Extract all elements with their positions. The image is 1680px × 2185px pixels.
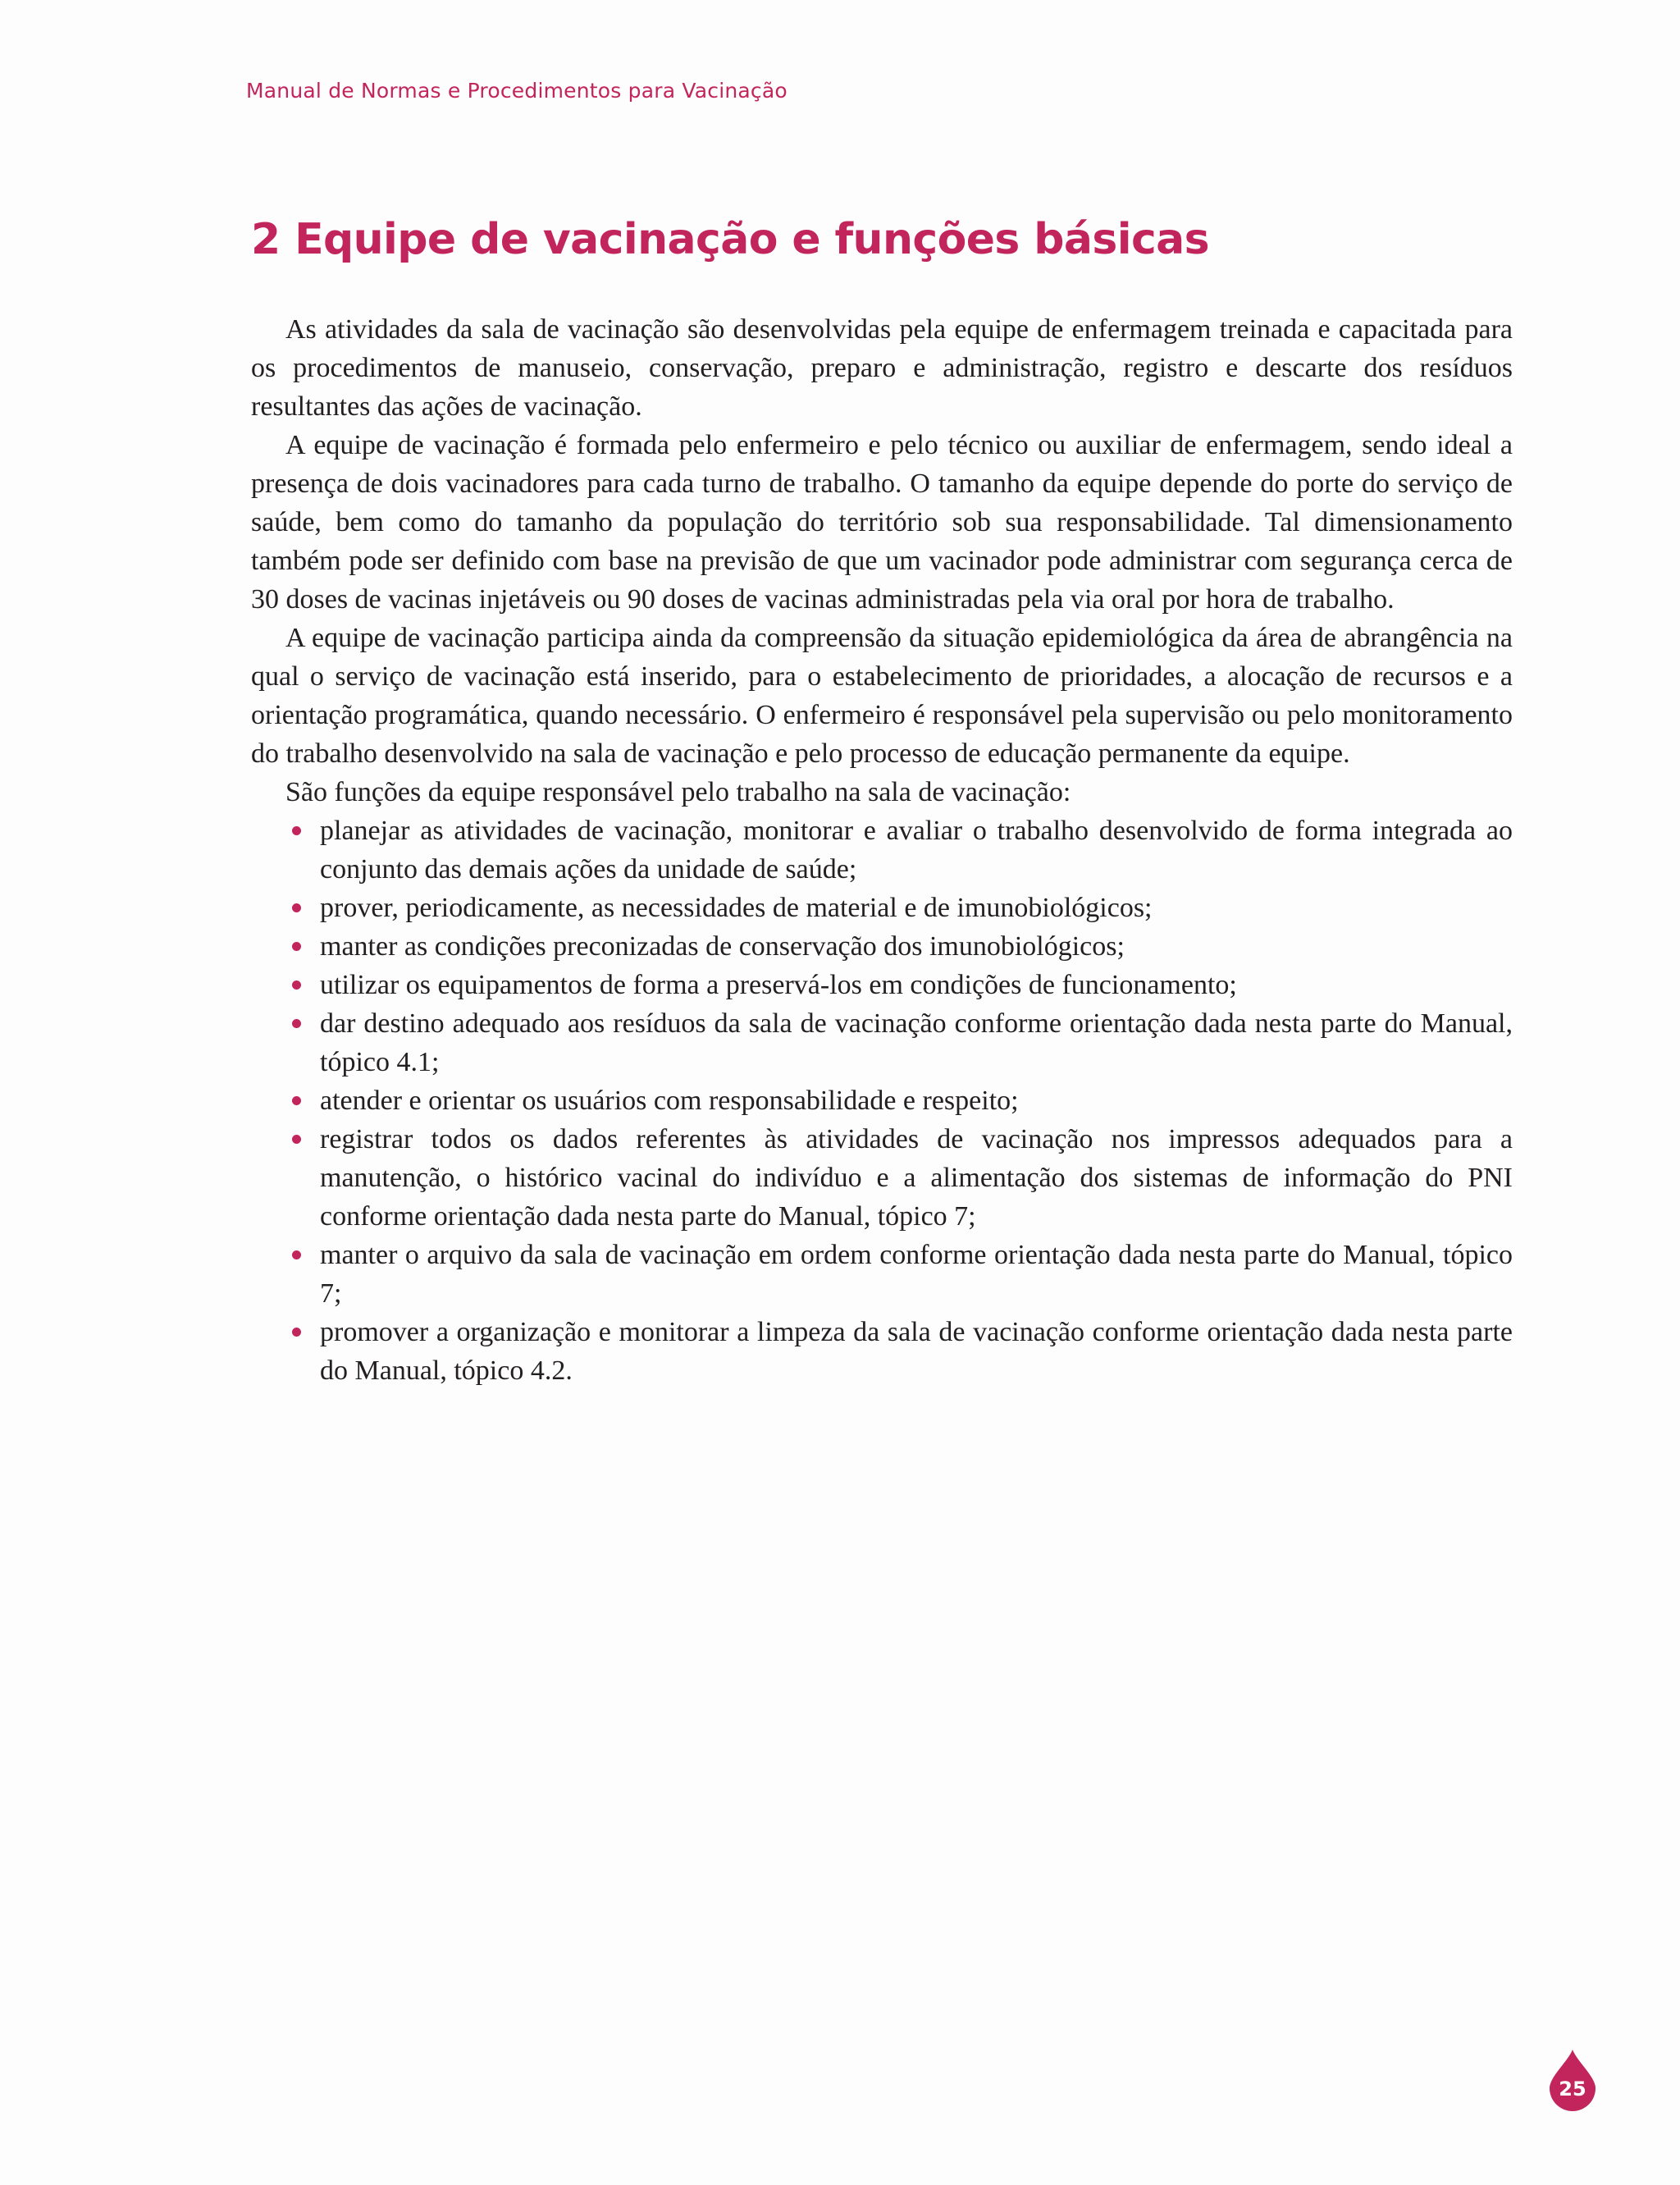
bullet-icon bbox=[292, 1135, 301, 1144]
list-item bbox=[251, 811, 1513, 889]
list-item-text: manter as condições preconizadas de conservação dos imunobiológicos; bbox=[320, 931, 1125, 962]
bullet-icon bbox=[292, 1328, 301, 1337]
list-item bbox=[251, 1236, 1513, 1313]
list-item-text: manter o arquivo da sala de vacinação em ordem conforme orientação dada nesta parte do Manual, tópico 7; bbox=[320, 1240, 1513, 1309]
paragraph: A equipe de vacinação é formada pelo enfermeiro e pelo técnico ou auxiliar de enfermagem, sendo ideal a presença de dois vacinadores para cada turno de trabalho. O tamanho da equipe depende do porte do serviço de saúde, bem como do tamanho da população do território sob sua responsabilidade. Tal dimensionamento também pode ser definido com base na previsão de que um vacinador pode administrar com segurança cerca de 30 doses de vacinas injetáveis ou 90 doses de vacinas administradas pela via oral por hora de trabalho. bbox=[251, 430, 1513, 615]
paragraph: A equipe de vacinação participa ainda da compreensão da situação epidemiológica da área de abrangência na qual o serviço de vacinação está inserido, para o estabelecimento de prioridades, a alocação de recursos e a orientação programática, quando necessário. O enfermeiro é responsável pela supervisão ou pelo monitoramento do trabalho desenvolvido na sala de vacinação e pelo processo de educação permanente da equipe. bbox=[251, 623, 1513, 769]
list-item bbox=[251, 1081, 1513, 1120]
list-item-text: registrar todos os dados referentes às atividades de vacinação nos impressos adequados para a manutenção, o histórico vacinal do indivíduo e a alimentação dos sistemas de informação do PNI conforme orientação dada nesta parte do Manual, tópico 7; bbox=[320, 1124, 1513, 1232]
paragraph: São funções da equipe responsável pelo trabalho na sala de vacinação: bbox=[285, 777, 1071, 807]
list-item bbox=[251, 1004, 1513, 1081]
chapter-title: 2 Equipe de vacinação e funções básicas bbox=[251, 215, 1210, 264]
list-item bbox=[251, 927, 1513, 966]
bullet-icon bbox=[292, 981, 301, 990]
paragraph: As atividades da sala de vacinação são desenvolvidas pela equipe de enfermagem treinada e capacitada para os procedimentos de manuseio, conservação, preparo e administração, registro e descarte dos resíduos resultantes das ações de vacinação. bbox=[251, 314, 1513, 422]
list-item bbox=[251, 966, 1513, 1004]
bullet-icon bbox=[292, 1019, 301, 1028]
list-item-text: promover a organização e monitorar a limpeza da sala de vacinação conforme orientação dada nesta parte do Manual, tópico 4.2. bbox=[320, 1317, 1513, 1386]
list-item-text: atender e orientar os usuários com responsabilidade e respeito; bbox=[320, 1086, 1019, 1116]
bullet-icon bbox=[292, 1250, 301, 1259]
list-item-text: dar destino adequado aos resíduos da sala de vacinação conforme orientação dada nesta parte do Manual, tópico 4.1; bbox=[320, 1008, 1513, 1077]
bullet-icon bbox=[292, 903, 301, 912]
bullet-icon bbox=[292, 1096, 301, 1105]
list-item-text: utilizar os equipamentos de forma a preservá-los em condições de funcionamento; bbox=[320, 970, 1237, 1000]
list-item-text: planejar as atividades de vacinação, monitorar e avaliar o trabalho desenvolvido de forma integrada ao conjunto das demais ações da unidade de saúde; bbox=[320, 816, 1513, 885]
bullet-icon bbox=[292, 942, 301, 951]
list-item-text: prover, periodicamente, as necessidades de material e de imunobiológicos; bbox=[320, 893, 1153, 923]
page-number: 25 bbox=[1559, 2078, 1586, 2100]
list-item bbox=[251, 1120, 1513, 1236]
body-text bbox=[251, 310, 1513, 1390]
list-item bbox=[251, 889, 1513, 927]
bullet-icon bbox=[292, 826, 301, 835]
functions-list bbox=[251, 811, 1513, 1390]
list-item bbox=[251, 1313, 1513, 1390]
page-number-badge bbox=[1549, 2049, 1596, 2111]
running-header: Manual de Normas e Procedimentos para Vacinação bbox=[246, 79, 788, 103]
